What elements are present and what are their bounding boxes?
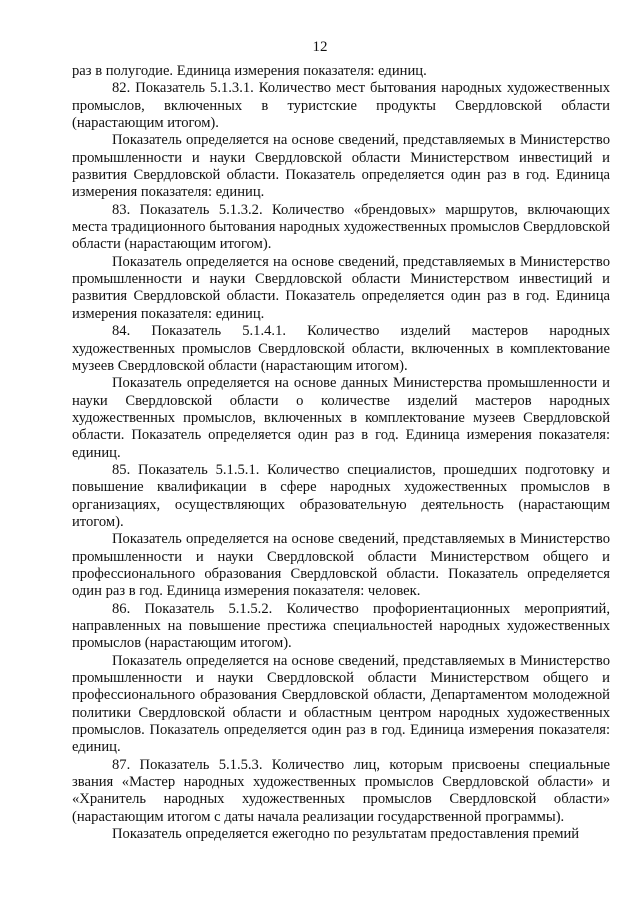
document-body bbox=[72, 63, 610, 843]
paragraph-continuation: раз в полугодие. Единица измерения показателя: единиц. bbox=[72, 63, 427, 79]
paragraph-indicator-84-method: Показатель определяется на основе данных Министерства промышленности и науки Свердловской области о количестве изделий мастеров народных художественных промыслов, включенных в комплектование музеев Свердловской области. Показатель определяется один раз в год. Единица измерения показателя: единиц. bbox=[72, 375, 610, 461]
paragraph-indicator-85-method: Показатель определяется на основе сведений, представляемых в Министерство промышленности и науки Свердловской области Министерством общего и профессионального образования Свердловской области. Показатель определяется один раз в год. Единица измерения показателя: человек. bbox=[72, 531, 610, 600]
page-number: 12 bbox=[312, 39, 328, 55]
paragraph-indicator-83-method: Показатель определяется на основе сведений, представляемых в Министерство промышленности и науки Свердловской области Министерством инвестиций и развития Свердловской области. Показатель определяется один раз в год. Единица измерения показателя: единиц. bbox=[72, 253, 610, 322]
paragraph-indicator-87: 87. Показатель 5.1.5.3. Количество лиц, которым присвоены специальные звания «Мастер народных художественных промыслов Свердловской области» и «Хранитель народных художественных промыслов Свердловской области» (нарастающим итогом с даты начала реализации государственной программы). bbox=[72, 756, 610, 825]
paragraph-indicator-87-method: Показатель определяется ежегодно по результатам предоставления премий bbox=[112, 826, 580, 843]
paragraph-indicator-84: 84. Показатель 5.1.4.1. Количество изделий мастеров народных художественных промыслов Свердловской области, включенных в комплектование музеев Свердловской области (нарастающим итогом). bbox=[72, 323, 610, 374]
paragraph-indicator-86-method: Показатель определяется на основе сведений, представляемых в Министерство промышленности и науки Свердловской области Министерством общего и профессионального образования Свердловской области, Департаментом молодежной политики Свердловской области и областным центром народных художественных промыслов. Показатель определяется один раз в год. Единица измерения показателя: единиц. bbox=[72, 652, 610, 756]
paragraph-indicator-86: 86. Показатель 5.1.5.2. Количество профориентационных мероприятий, направленных на повышение престижа специальностей народных художественных промыслов (нарастающим итогом). bbox=[72, 600, 610, 652]
paragraph-indicator-82: 82. Показатель 5.1.3.1. Количество мест бытования народных художественных промыслов, включенных в туристские продукты Свердловской области (нарастающим итогом). bbox=[72, 80, 610, 132]
paragraph-indicator-82-method: Показатель определяется на основе сведений, представляемых в Министерство промышленности и науки Свердловской области Министерством инвестиций и развития Свердловской области. Показатель определяется один раз в год. Единица измерения показателя: единиц. bbox=[72, 132, 610, 201]
paragraph-indicator-85: 85. Показатель 5.1.5.1. Количество специалистов, прошедших подготовку и повышение квалификации в сфере народных художественных промыслов в организациях, осуществляющих образовательную деятельность (нарастающим итогом). bbox=[72, 461, 610, 530]
paragraph-indicator-83: 83. Показатель 5.1.3.2. Количество «брендовых» маршрутов, включающих места традиционного бытования народных художественных промыслов Свердловской области (нарастающим итогом). bbox=[72, 201, 610, 253]
